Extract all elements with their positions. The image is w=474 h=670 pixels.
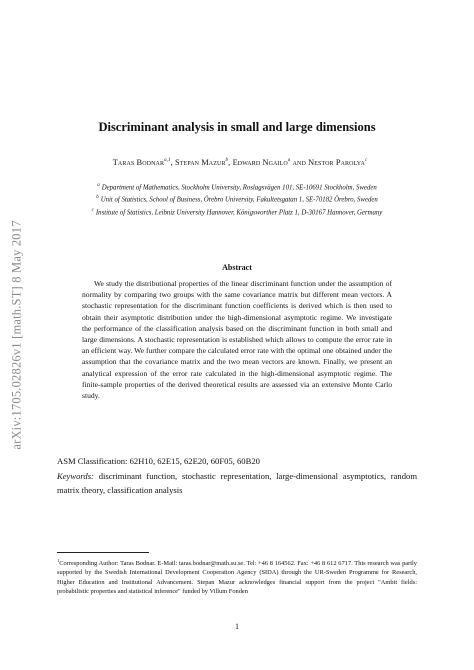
author-affiliation-mark: c (364, 158, 368, 164)
affiliations (56, 181, 418, 218)
footnote-mark: 1 (57, 558, 60, 563)
arxiv-stamp-text: arXiv:1705.02826v1 [math.ST] 8 May 2017 (9, 220, 24, 450)
affiliation-mark: b (96, 195, 99, 201)
affiliation (56, 206, 418, 218)
author-separator: , (170, 158, 173, 167)
author-name: Edward Ngailo (232, 158, 288, 167)
asm-classification: ASM Classification: 62H10, 62E15, 62E20, 60F05, 60B20 (57, 456, 260, 466)
affiliation-text: Unit of Statistics, School of Business, Örebro University, Fakultetsgatan 1, SE-70182 Örebro, Sweden (100, 196, 378, 204)
affiliation-text: Institute of Statistics, Leibniz University Hannover, Königsworther Platz 1, D-30167 Hannover, Germany (95, 208, 383, 216)
affiliation-text: Department of Mathematics, Stockholm University, Roslagsvägen 101, SE-10691 Stockholm, Sweden (101, 184, 377, 192)
footnote (57, 556, 417, 596)
footnote-text: Corresponding Author: Taras Bodnar. E-Mail: taras.bodnar@math.su.se. Tel: +46 8 164562. Fax: +46 8 612 6717. This research was partly supported by the Swedish International Development Cooperation Agency (SIDA) through the UR-Sweden Programme for Research, Higher Education and Institutional Advancement. Stepan Mazur acknowledges financial support from the project "Ambit fields: probabilistic properties and statistical inference" funded by Villum Fonden (57, 560, 417, 595)
footnote-rule (57, 552, 149, 553)
arxiv-stamp[interactable] (2, 170, 32, 500)
page-number: 1 (235, 622, 239, 631)
abstract-heading: Abstract (222, 263, 252, 272)
affiliation (56, 193, 418, 205)
affiliation-mark: c (91, 207, 94, 213)
abstract-text: We study the distributional properties of the linear discriminant function under the assumption of normality by comparing two groups with the same covariance matrix but different mean vectors. A stochastic representation for the discriminant function coefficients is derived which is then used to obtain their asymptotic distribution under the high-dimensional asymptotic regime. We investigate the performance of the classification analysis based on the discriminant function in both small and large dimensions. A stochastic representation is established which allows to compute the error rate in an efficient way. We further compare the calculated error rate with the optimal one obtained under the assumption that the covariance matrix and the two mean vectors are known. Finally, we present an analytical expression of the error rate calculated in the high-dimensional asymptotic regime. The finite-sample properties of the derived theoretical results are assessed via an extensive Monte Carlo study. (82, 279, 392, 401)
author-name: Stepan Mazur (175, 158, 226, 167)
affiliation (56, 181, 418, 193)
author-name: Nestor Parolya (308, 158, 365, 167)
author-affiliation-mark: a,1 (164, 158, 171, 164)
author-affiliation-mark: b (225, 158, 229, 164)
keywords (57, 470, 417, 497)
author-separator: and (292, 158, 306, 167)
author-name: Taras Bodnar (112, 158, 165, 167)
author-separator: , (228, 158, 231, 167)
author-affiliation-mark: a (287, 158, 291, 164)
author-list (50, 158, 430, 167)
affiliation-mark: a (97, 183, 100, 188)
paper-title: Discriminant analysis in small and large dimensions (98, 120, 376, 134)
keywords-text: discriminant function, stochastic representation, large-dimensional asymptotics, random matrix theory, classification analysis (57, 471, 417, 495)
keywords-label: Keywords: (57, 471, 94, 481)
